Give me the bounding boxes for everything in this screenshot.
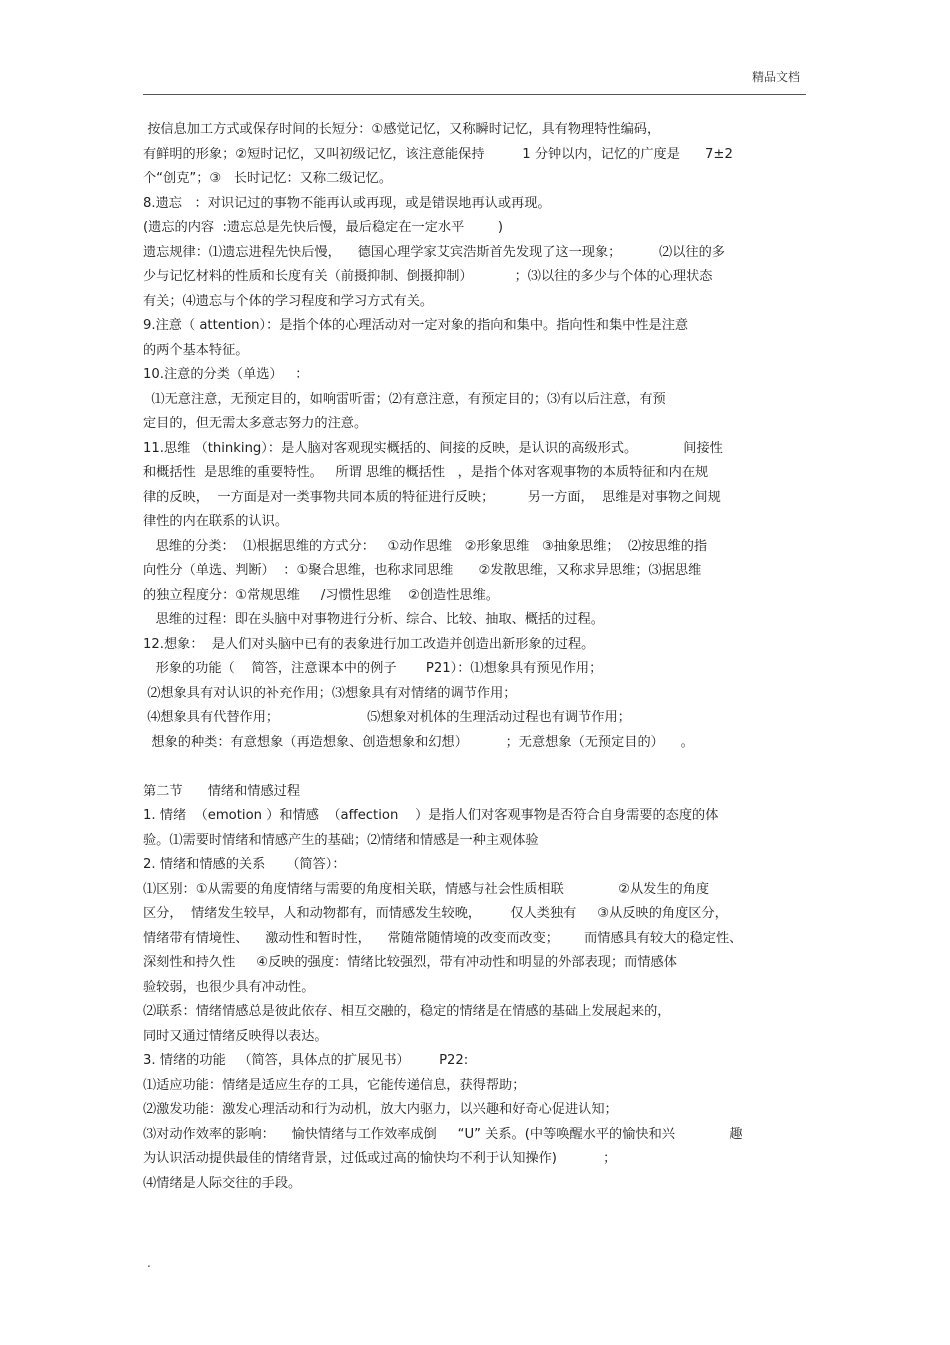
footer-mark: . (147, 1256, 151, 1270)
blank-line (143, 755, 813, 780)
text-line: 思维的分类： ⑴根据思维的方式分： ①动作思维 ②形象思维 ③抽象思维； ⑵按思维的指 (143, 538, 708, 554)
text-line: 有鲜明的形象；②短时记忆，又叫初级记忆，该注意能保持 1 分钟以内，记忆的广度是 7±2 (143, 146, 733, 162)
text-line: 12.想象： 是人们对头脑中已有的表象进行加工改造并创造出新形象的过程。 (143, 636, 595, 652)
text-line: 验。⑴需要时情绪和情感产生的基础；⑵情绪和情感是一种主观体验 (143, 832, 539, 848)
text-line: ⑷想象具有代替作用； ⑸想象对机体的生理活动过程也有调节作用； (143, 710, 631, 725)
text-line: 少与记忆材料的性质和长度有关（前摄抑制、倒摄抑制） ；⑶以往的多少与个体的心理状态 (143, 269, 713, 284)
text-line: 为认识活动提供最佳的情绪背景，过低或过高的愉快均不利于认知操作) ； (143, 1151, 617, 1166)
text-line: ⑵联系：情绪情感总是彼此依存、相互交融的，稳定的情绪是在情感的基础上发展起来的， (143, 1004, 671, 1019)
text-line: 律的反映， 一方面是对一类事物共同本质的特征进行反映； 另一方面， 思维是对事物之间规 (143, 489, 721, 505)
text-line: 律性的内在联系的认识。 (143, 514, 289, 529)
text-line: 11.思维 （thinking）：是人脑对客观现实概括的、间接的反映，是认识的高级形式。 间接性 (143, 440, 723, 456)
header-divider (143, 94, 806, 95)
text-line: ⑴区别：①从需要的角度情绪与需要的角度相关联，情感与社会性质相联 ②从发生的角度 (143, 881, 710, 897)
text-line: 深刻性和持久性 ④反映的强度：情绪比较强烈，带有冲动性和明显的外部表现；而情感体 (143, 955, 677, 970)
text-line: 的两个基本特征。 (143, 342, 249, 358)
text-line: ⑵想象具有对认识的补充作用；⑶想象具有对情绪的调节作用； (143, 685, 517, 701)
text-line: 向性分（单选、判断） ：①聚合思维，也称求同思维 ②发散思维，又称求异思维；⑶据思维 (143, 563, 702, 578)
text-line: 区分， 情绪发生较早，人和动物都有，而情感发生较晚， 仅人类独有 ③从反映的角度区分， (143, 906, 728, 921)
text-line: (遗忘的内容 :遗忘总是先快后慢，最后稳定在一定水平 ) (143, 220, 503, 235)
text-line: ⑷情绪是人际交往的手段。 (143, 1175, 302, 1191)
text-line: 3. 情绪的功能 （简答，具体点的扩展见书） P22: (143, 1053, 469, 1068)
text-line: 有关；⑷遗忘与个体的学习程度和学习方式有关。 (143, 293, 434, 309)
text-line: 验较弱，也很少具有冲动性。 (143, 979, 315, 995)
text-line: 思维的过程：即在头脑中对事物进行分析、综合、比较、抽取、概括的过程。 (143, 612, 604, 627)
text-line: ⑶对动作效率的影响： 愉快情绪与工作效率成倒 “U” 关系。(中等唤醒水平的愉快和兴 趣 (143, 1126, 743, 1142)
text-line: 9.注意（ attention）：是指个体的心理活动对一定对象的指向和集中。指向性和集中性是注意 (143, 318, 689, 333)
text-line: 8.遗忘 ：对识记过的事物不能再认或再现，或是错误地再认或再现。 (143, 195, 551, 211)
text-line: 10.注意的分类（单选） ： (143, 367, 309, 382)
text-line: 同时又通过情绪反映得以表达。 (143, 1028, 328, 1044)
text-line: 个“创克”；③ 长时记忆：又称二级记忆。 (143, 171, 393, 186)
text-line: ⑴适应功能：情绪是适应生存的工具，它能传递信息，获得帮助； (143, 1077, 526, 1093)
text-line: 的独立程度分：①常规思维 /习惯性思维 ②创造性思维。 (143, 587, 499, 603)
text-line: 1. 情绪 （emotion ）和情感 （affection ）是指人们对客观事物是否符合自身需要的态度的体 (143, 808, 719, 823)
text-line: 遗忘规律：⑴遗忘进程先快后慢， 德国心理学家艾宾浩斯首先发现了这一现象； ⑵以往的多 (143, 244, 725, 260)
document-body (143, 118, 813, 1196)
text-line: ⑴无意注意，无预定目的，如响雷听雷；⑵有意注意，有预定目的；⑶有以后注意，有预 (143, 391, 666, 407)
text-line: 形象的功能（ 简答，注意课本中的例子 P21）：⑴想象具有预见作用； (143, 661, 603, 676)
text-line: 和概括性 是思维的重要特性。 所谓 思维的概括性 ，是指个体对客观事物的本质特征和内在规 (143, 465, 709, 480)
text-line: 定目的，但无需太多意志努力的注意。 (143, 416, 368, 431)
text-line: 想象的种类：有意想象（再造想象、创造想象和幻想） ；无意想象（无预定目的） 。 (143, 734, 694, 750)
header-title: 精品文档 (752, 70, 801, 84)
text-line: ⑵激发功能：激发心理活动和行为动机，放大内驱力，以兴趣和好奇心促进认知； (143, 1102, 618, 1117)
text-line: 2. 情绪和情感的关系 （简答）： (143, 857, 346, 872)
text-line: 情绪带有情境性、 激动性和暂时性， 常随常随情境的改变而改变； 而情感具有较大的稳定性、 (143, 930, 743, 946)
text-line: 按信息加工方式或保存时间的长短分：①感觉记忆，又称瞬时记忆，具有物理特性编码， (143, 122, 661, 137)
section-heading: 第二节 情绪和情感过程 (143, 783, 301, 799)
